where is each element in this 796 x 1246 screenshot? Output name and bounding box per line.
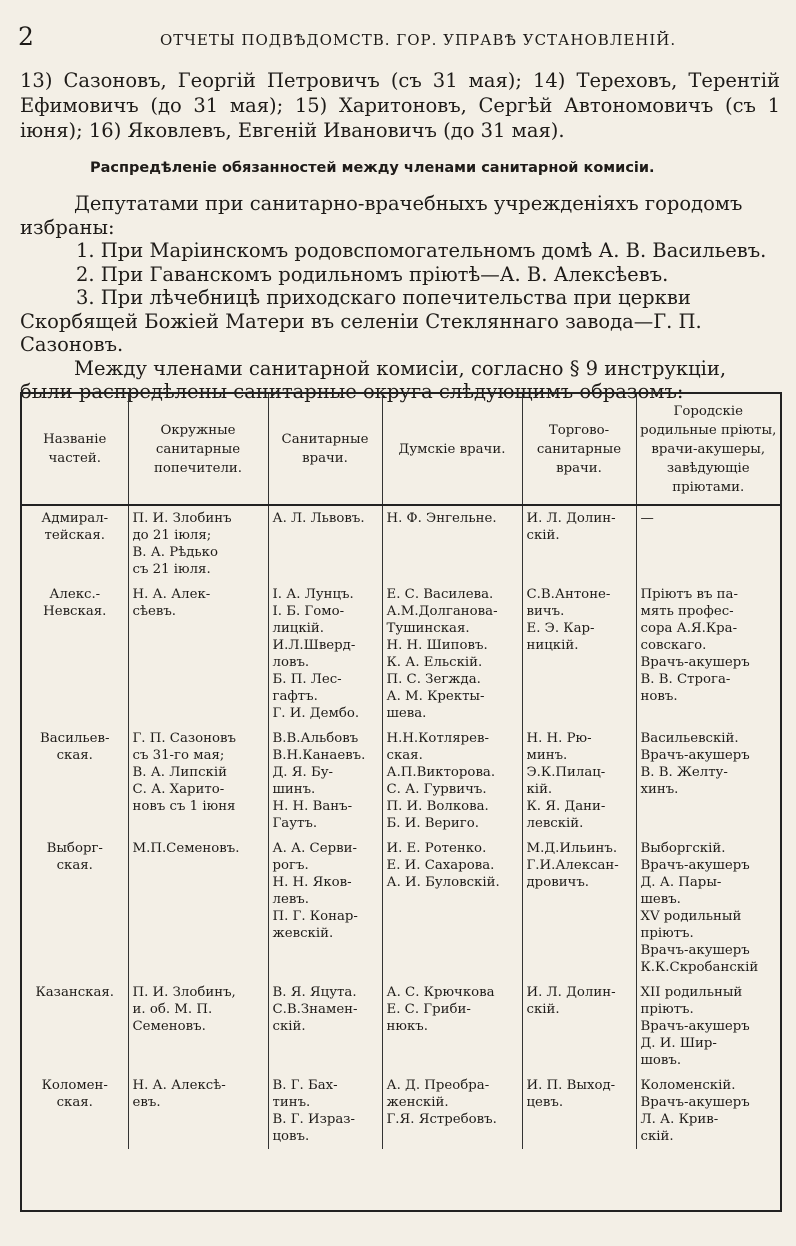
cell-line: нюкъ. — [386, 1019, 428, 1034]
table-row — [22, 582, 780, 726]
cell-line: Н. Н. Рю- — [526, 731, 592, 746]
deputy-item-3: 3. При лѣчебницѣ приходскаго попечительства при церкви Скорбящей Божіей Матери въ селеніи Стекляннаго завода—Г. П. Сазоновъ. — [20, 286, 702, 356]
cell-line: И.Л.Шверд- — [272, 638, 356, 653]
cell-trade-doctors — [522, 836, 636, 980]
cell-part — [22, 505, 128, 582]
cell-line: Е. С. Василева. — [386, 587, 494, 602]
cell-line: П. И. Злобинъ — [132, 511, 232, 526]
cell-line: В. А. Рѣдько — [132, 545, 218, 560]
cell-line: В. А. Липскій — [132, 765, 227, 780]
cell-trade-doctors — [522, 726, 636, 836]
cell-line: Н. Н. Яков- — [272, 875, 352, 890]
cell-duma-doctors — [382, 836, 522, 980]
cell-line: Врачъ-акушеръ — [640, 655, 750, 670]
cell-line: совскаго. — [640, 638, 707, 653]
cell-line: вичъ. — [526, 604, 565, 619]
cell-line: ская. — [56, 858, 93, 873]
cell-line: І. Б. Гомо- — [272, 604, 345, 619]
page-header — [0, 22, 796, 56]
cell-part — [22, 1073, 128, 1149]
cell-trustees — [128, 726, 268, 836]
cell-line: Гаутъ. — [272, 816, 318, 831]
header-duma-doctors: Думскіе врачи. — [382, 394, 522, 505]
table-row — [22, 980, 780, 1073]
cell-line: шинъ. — [272, 782, 316, 797]
cell-trustees — [128, 582, 268, 726]
cell-line: пріютъ. — [640, 926, 694, 941]
page-number: 2 — [18, 22, 34, 51]
cell-line: П. Г. Конар- — [272, 909, 358, 924]
cell-trustees — [128, 1073, 268, 1149]
cell-shelters — [636, 726, 780, 836]
cell-sanitary-doctors — [268, 726, 382, 836]
cell-line: Семеновъ. — [132, 1019, 206, 1034]
cell-line: новъ съ 1 іюня — [132, 799, 236, 814]
table-header-row — [22, 394, 780, 505]
cell-line: Б. П. Лес- — [272, 672, 342, 687]
cell-line: сѣевъ. — [132, 604, 177, 619]
cell-trustees — [128, 836, 268, 980]
cell-line: И. П. Выход- — [526, 1078, 616, 1093]
cell-line: Врачъ-акушеръ — [640, 858, 750, 873]
cell-line: XV родильный — [640, 909, 742, 924]
cell-sanitary-doctors — [268, 836, 382, 980]
cell-line: П. И. Злобинъ, — [132, 985, 236, 1000]
cell-line: ская. — [56, 1095, 93, 1110]
cell-line: XII родильный — [640, 985, 743, 1000]
cell-line: А. С. Крючкова — [386, 985, 495, 1000]
header-sanitary-doctors: Санитарные врачи. — [268, 394, 382, 505]
cell-line: А.М.Долганова- — [386, 604, 498, 619]
cell-line: І. А. Лунцъ. — [272, 587, 354, 602]
cell-line: М.П.Семеновъ. — [132, 841, 240, 856]
section-heading: Распредѣленіе обязанностей между членами санитарной комисіи. — [90, 160, 655, 176]
cell-line: цовъ. — [272, 1129, 310, 1144]
cell-line: лицкій. — [272, 621, 325, 636]
cell-line: ницкій. — [526, 638, 579, 653]
cell-line: скій. — [526, 528, 560, 543]
cell-line: хинъ. — [640, 782, 679, 797]
cell-line: пріютъ. — [640, 1002, 694, 1017]
cell-line: до 21 іюля; — [132, 528, 212, 543]
cell-line: Н. Н. Ванъ- — [272, 799, 353, 814]
cell-line: В.В.Альбовъ — [272, 731, 359, 746]
cell-line: рогъ. — [272, 858, 309, 873]
cell-trustees — [128, 505, 268, 582]
cell-line: В. Я. Яцута. — [272, 985, 357, 1000]
cell-line: Коломен- — [41, 1078, 108, 1093]
cell-shelters — [636, 1073, 780, 1149]
cell-line: Врачъ-акушеръ — [640, 1019, 750, 1034]
cell-line: А. М. Кректы- — [386, 689, 485, 704]
cell-line: Г.Я. Ястребовъ. — [386, 1112, 497, 1127]
cell-duma-doctors — [382, 1073, 522, 1149]
cell-line: Алекс.- — [49, 587, 101, 602]
table-row — [22, 1073, 780, 1149]
cell-line: Э.К.Пилац- — [526, 765, 606, 780]
cell-line: тинъ. — [272, 1095, 311, 1110]
cell-line: Г.И.Алексан- — [526, 858, 619, 873]
cell-duma-doctors — [382, 726, 522, 836]
cell-sanitary-doctors — [268, 505, 382, 582]
cell-line: — — [640, 511, 654, 526]
cell-line: Васильевскій. — [640, 731, 739, 746]
cell-line: ловъ. — [272, 655, 310, 670]
districts-table — [22, 394, 780, 1149]
cell-line: женскій. — [386, 1095, 449, 1110]
cell-line: Н.Н.Котлярев- — [386, 731, 489, 746]
cell-line: скій. — [272, 1019, 306, 1034]
header-parts: Названіе частей. — [22, 394, 128, 505]
cell-line: дровичъ. — [526, 875, 590, 890]
cell-line: А. Д. Преобра- — [386, 1078, 490, 1093]
cell-shelters — [636, 505, 780, 582]
cell-line: скій. — [526, 1002, 560, 1017]
cell-line: И. Л. Долин- — [526, 985, 616, 1000]
cell-line: Н. А. Алексѣ- — [132, 1078, 226, 1093]
cell-line: жевскій. — [272, 926, 334, 941]
cell-line: Врачъ-акушеръ — [640, 943, 750, 958]
running-title: ОТЧЕТЫ ПОДВѢДОМСТВ. ГОР. УПРАВѢ УСТАНОВЛЕНІЙ. — [160, 31, 677, 49]
cell-line: и. об. М. П. — [132, 1002, 213, 1017]
cell-line: Невская. — [43, 604, 107, 619]
header-trade-doctors: Торгово-санитарные врачи. — [522, 394, 636, 505]
cell-line: шовъ. — [640, 1053, 682, 1068]
cell-line: кій. — [526, 782, 553, 797]
cell-part — [22, 726, 128, 836]
cell-line: С. А. Гурвичъ. — [386, 782, 487, 797]
cell-shelters — [636, 980, 780, 1073]
cell-line: Васильев- — [39, 731, 110, 746]
cell-part — [22, 980, 128, 1073]
cell-line: Врачъ-акушеръ — [640, 748, 750, 763]
cell-line: съ 31-го мая; — [132, 748, 225, 763]
deputy-item-2: 2. При Гаванскомъ родильномъ пріютѣ—А. В. Алексѣевъ. — [76, 262, 669, 286]
cell-line: В. Г. Израз- — [272, 1112, 356, 1127]
cell-trustees — [128, 980, 268, 1073]
table-row — [22, 505, 780, 582]
cell-line: Д. И. Шир- — [640, 1036, 717, 1051]
cell-line: И. Л. Долин- — [526, 511, 616, 526]
cell-line: И. Е. Ротенко. — [386, 841, 487, 856]
cell-shelters — [636, 836, 780, 980]
cell-line: минъ. — [526, 748, 568, 763]
cell-line: Е. И. Сахарова. — [386, 858, 495, 873]
cell-line: А. Л. Львовъ. — [272, 511, 365, 526]
cell-line: С. А. Харито- — [132, 782, 225, 797]
table-row — [22, 726, 780, 836]
cell-line: Б. И. Вериго. — [386, 816, 479, 831]
cell-trade-doctors — [522, 582, 636, 726]
cell-trade-doctors — [522, 505, 636, 582]
cell-duma-doctors — [382, 505, 522, 582]
cell-line: Врачъ-акушеръ — [640, 1095, 750, 1110]
cell-line: шевъ. — [640, 892, 681, 907]
body-text — [20, 192, 782, 404]
cell-line: скій. — [640, 1129, 674, 1144]
cell-shelters — [636, 582, 780, 726]
cell-line: Выборгскій. — [640, 841, 726, 856]
cell-trade-doctors — [522, 1073, 636, 1149]
cell-line: Д. Я. Бу- — [272, 765, 334, 780]
cell-line: А. И. Буловскій. — [386, 875, 500, 890]
table-body — [22, 505, 780, 1149]
cell-part — [22, 582, 128, 726]
cell-line: Г. П. Сазоновъ — [132, 731, 236, 746]
deputy-item-1: 1. При Маріинскомъ родовспомогательномъ домѣ А. В. Васильевъ. — [76, 239, 767, 262]
cell-line: Г. И. Дембо. — [272, 706, 360, 721]
cell-line: Н. Ф. Энгельне. — [386, 511, 497, 526]
cell-line: шева. — [386, 706, 427, 721]
cell-line: Е. Э. Кар- — [526, 621, 595, 636]
header-trustees: Окружные санитарные попечители. — [128, 394, 268, 505]
cell-line: новъ. — [640, 689, 678, 704]
cell-line: М.Д.Ильинъ. — [526, 841, 618, 856]
cell-line: ская. — [386, 748, 423, 763]
header-shelters: Городскіе родильные пріюты, врачи-акушеры, завѣдующіе пріютами. — [636, 394, 780, 505]
cell-line: Выборг- — [46, 841, 103, 856]
cell-sanitary-doctors — [268, 980, 382, 1073]
cell-line: С.В.Знамен- — [272, 1002, 358, 1017]
cell-line: А.П.Викторова. — [386, 765, 496, 780]
cell-line: К. А. Ельскій. — [386, 655, 483, 670]
cell-line: Коломенскій. — [640, 1078, 736, 1093]
cell-line: тейская. — [44, 528, 105, 543]
cell-line: В. Г. Бах- — [272, 1078, 338, 1093]
cell-line: ская. — [56, 748, 93, 763]
cell-line: Е. С. Гриби- — [386, 1002, 471, 1017]
cell-trade-doctors — [522, 980, 636, 1073]
cell-line: цевъ. — [526, 1095, 564, 1110]
cell-line: съ 21 іюля. — [132, 562, 211, 577]
cell-sanitary-doctors — [268, 1073, 382, 1149]
cell-line: Д. А. Пары- — [640, 875, 722, 890]
cell-line: С.В.Антоне- — [526, 587, 611, 602]
cell-line: сора А.Я.Кра- — [640, 621, 738, 636]
cell-line: Н. Н. Шиповъ. — [386, 638, 488, 653]
cell-line: В. В. Желту- — [640, 765, 728, 780]
cell-sanitary-doctors — [268, 582, 382, 726]
cell-line: А. А. Серви- — [272, 841, 357, 856]
cell-line: мять профес- — [640, 604, 734, 619]
cell-line: К.К.Скробанскій — [640, 960, 759, 975]
cell-line: гафтъ. — [272, 689, 318, 704]
cell-duma-doctors — [382, 980, 522, 1073]
cell-line: Пріютъ въ па- — [640, 587, 738, 602]
intro-paragraph: 13) Сазоновъ, Георгій Петровичъ (съ 31 мая); 14) Тереховъ, Терентій Ефимовичъ (до 31 мая); 15) Харитоновъ, Сергѣй Автономовичъ (съ 1 іюня); 16) Яковлевъ, Евгеній Ивановичъ (до 31 мая). — [20, 69, 780, 142]
cell-line: П. С. Зегжда. — [386, 672, 481, 687]
cell-part — [22, 836, 128, 980]
cell-line: К. Я. Дани- — [526, 799, 606, 814]
cell-line: евъ. — [132, 1095, 161, 1110]
cell-line: Н. А. Алек- — [132, 587, 211, 602]
cell-line: левскій. — [526, 816, 584, 831]
cell-line: Л. А. Крив- — [640, 1112, 719, 1127]
cell-line: П. И. Волкова. — [386, 799, 489, 814]
cell-line: Адмирал- — [41, 511, 109, 526]
cell-line: Тушинская. — [386, 621, 470, 636]
cell-line: левъ. — [272, 892, 309, 907]
cell-line: В.Н.Канаевъ. — [272, 748, 366, 763]
table-row — [22, 836, 780, 980]
deputies-intro: Депутатами при санитарно-врачебныхъ учрежденіяхъ городомъ избраны: — [20, 192, 743, 239]
districts-table-frame — [20, 392, 782, 1212]
cell-line: В. В. Строга- — [640, 672, 731, 687]
distribution-paragraph: Между членами санитарной комисіи, согласно § 9 инструкціи, были распредѣлены санитарные округа слѣдующимъ образомъ: — [20, 356, 727, 403]
cell-line: Казанская. — [35, 985, 115, 1000]
cell-duma-doctors — [382, 582, 522, 726]
